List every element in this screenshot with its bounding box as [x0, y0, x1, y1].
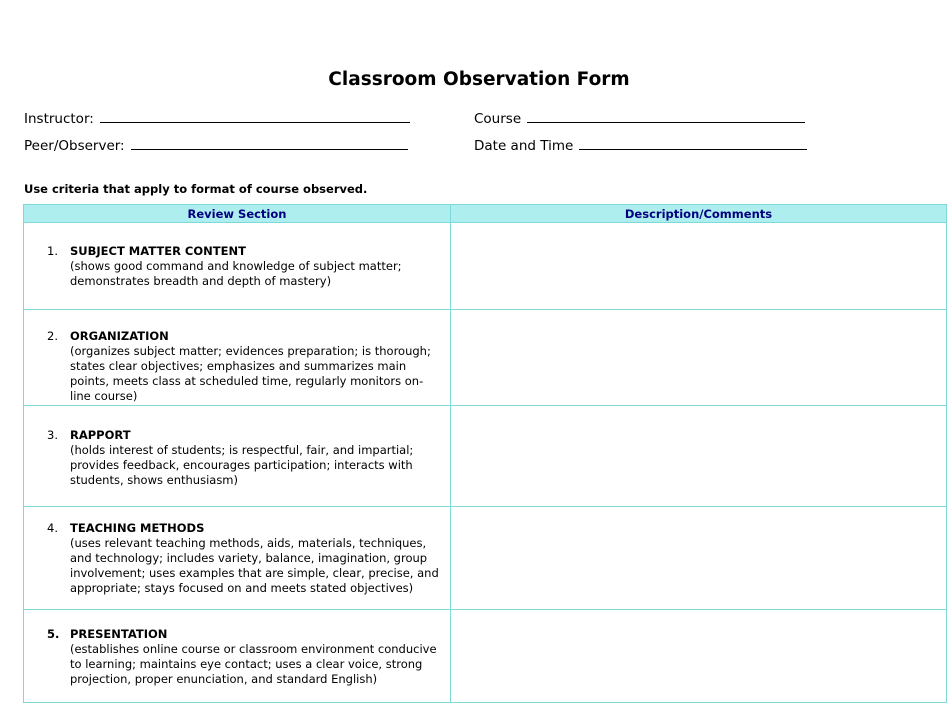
header-description-comments: Description/Comments — [451, 205, 947, 223]
peer-observer-line[interactable] — [131, 138, 408, 150]
item-name: RAPPORT — [70, 428, 131, 442]
date-time-field[interactable] — [474, 138, 807, 154]
table-header-row — [24, 205, 947, 223]
item-number: 3. — [47, 428, 58, 442]
item-name: PRESENTATION — [70, 627, 168, 641]
review-cell — [24, 310, 451, 406]
page-title: Classroom Observation Form — [328, 69, 630, 90]
table-row — [24, 507, 947, 610]
course-field[interactable] — [474, 111, 805, 127]
criteria-note: Use criteria that apply to format of course observed. — [24, 182, 368, 196]
observation-table — [23, 204, 947, 703]
item-description: (shows good command and knowledge of subject matter; demonstrates breadth and depth of mastery) — [70, 259, 402, 288]
review-cell — [24, 610, 451, 703]
review-cell — [24, 507, 451, 610]
comments-cell[interactable] — [451, 610, 947, 703]
item-number: 5. — [47, 627, 60, 641]
course-label: Course — [474, 111, 522, 127]
comments-cell[interactable] — [451, 223, 947, 310]
course-line[interactable] — [527, 111, 805, 123]
item-description: (establishes online course or classroom environment conducive to learning; maintains eye contact; uses a clear voice, strong projection, proper enunciation, and standard English) — [70, 642, 437, 686]
header-review-section: Review Section — [24, 205, 451, 223]
item-description: (uses relevant teaching methods, aids, materials, techniques, and technology; includes variety, balance, imagination, group involvement; uses examples that are simple, clear, precise, and appropriate; stays focused on and meets stated objectives) — [70, 536, 439, 595]
peer-observer-field[interactable] — [24, 138, 408, 154]
comments-cell[interactable] — [451, 507, 947, 610]
table-row — [24, 406, 947, 507]
instructor-field[interactable] — [24, 111, 410, 127]
item-number: 2. — [47, 329, 58, 343]
item-name: SUBJECT MATTER CONTENT — [70, 244, 246, 258]
table-row — [24, 310, 947, 406]
comments-cell[interactable] — [451, 310, 947, 406]
item-name: ORGANIZATION — [70, 329, 169, 343]
item-name: TEACHING METHODS — [70, 521, 205, 535]
table-row — [24, 223, 947, 310]
review-cell — [24, 406, 451, 507]
peer-observer-label: Peer/Observer: — [24, 138, 125, 154]
date-time-line[interactable] — [579, 138, 807, 150]
item-description: (organizes subject matter; evidences preparation; is thorough; states clear objectives; emphasizes and summarizes main points, meets class at scheduled time, regularly monitors on-line course) — [70, 344, 431, 403]
item-number: 4. — [47, 521, 58, 535]
item-description: (holds interest of students; is respectful, fair, and impartial; provides feedback, encourages participation; interacts with students, shows enthusiasm) — [70, 443, 414, 487]
date-time-label: Date and Time — [474, 138, 574, 154]
comments-cell[interactable] — [451, 406, 947, 507]
item-number: 1. — [47, 244, 58, 258]
table-row — [24, 610, 947, 703]
review-cell — [24, 223, 451, 310]
instructor-label: Instructor: — [24, 111, 94, 127]
instructor-line[interactable] — [100, 111, 410, 123]
